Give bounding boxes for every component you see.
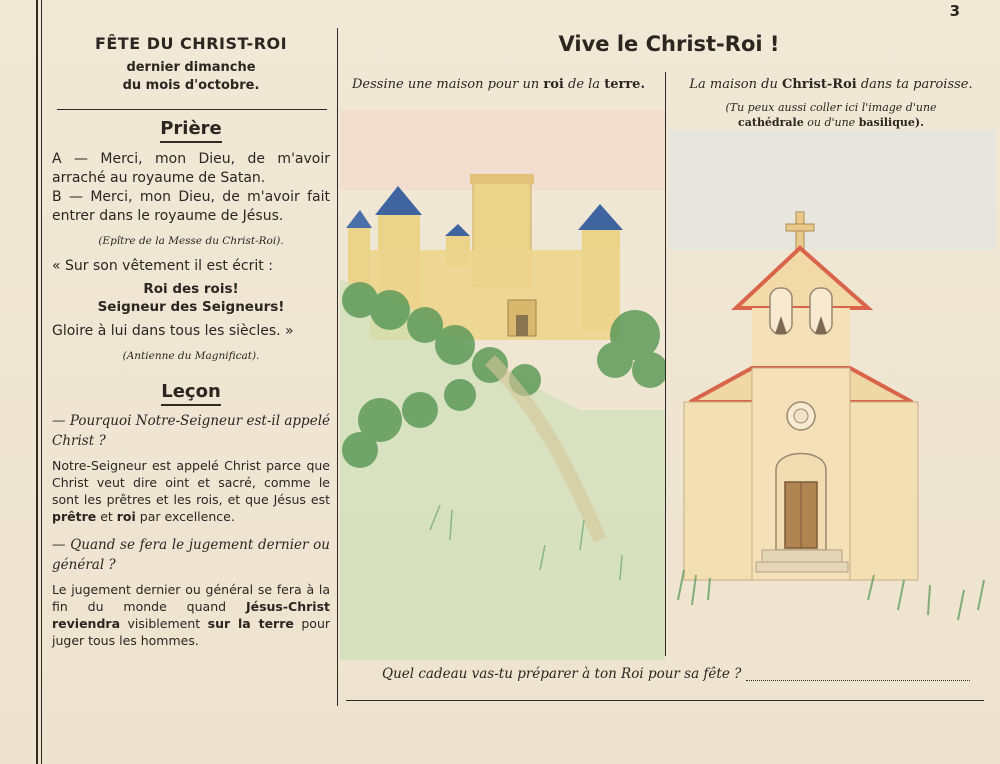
lecon-question-2: — Quand se fera le jugement dernier ou général ? [52, 537, 330, 573]
lecon-heading: Leçon [52, 382, 330, 401]
quote-intro: « Sur son vêtement il est écrit : [52, 258, 273, 274]
quote-end: Gloire à lui dans tous les siècles. » [52, 323, 294, 339]
lecon-question-1: — Pourquoi Notre-Seigneur est-il appelé Christ ? [52, 413, 330, 449]
quote-reference: (Antienne du Magnificat). [122, 350, 260, 362]
lecon-answer-1: Notre-Seigneur est appelé Christ parce que Christ veut dire oint et sacré, comme le sont les prêtres et les rois, et que Jésus est prêtre et roi par excellence. [52, 458, 330, 524]
church-instruction: La maison du Christ-Roi dans ta paroisse. [689, 77, 973, 92]
column-divider [337, 28, 338, 706]
priere-heading: Prière [52, 119, 330, 138]
left-margin-rule [36, 0, 38, 764]
lecon-answer-2: Le jugement dernier ou général se fera à la fin du monde quand Jésus-Christ reviendra visiblement sur la terre pour juger tous les hommes. [52, 582, 331, 648]
feast-subtitle [52, 59, 330, 95]
church-drawing [668, 130, 996, 650]
castle-instruction: Dessine une maison pour un roi de la terre. [352, 77, 645, 92]
answer-line[interactable] [746, 680, 970, 681]
quote-line1: Roi des rois! [143, 281, 239, 297]
gift-question: Quel cadeau vas-tu préparer à ton Roi pour sa fête ? [382, 666, 742, 682]
main-title: Vive le Christ-Roi ! [558, 32, 780, 56]
left-column [52, 28, 330, 649]
drawing-divider [665, 72, 666, 656]
feast-title: FÊTE DU CHRIST-ROI [94, 34, 288, 53]
feast-subtitle-line1: dernier dimanche [126, 60, 256, 75]
priere-a: A — Merci, mon Dieu, de m'avoir arraché au royaume de Satan. [52, 151, 330, 186]
page-number: 3 [949, 2, 960, 20]
feast-subtitle-line2: du mois d'octobre. [122, 78, 260, 93]
priere-reference: (Epître de la Messe du Christ-Roi). [98, 235, 284, 247]
castle-drawing [340, 110, 665, 660]
church-note: (Tu peux aussi coller ici l'image d'une cathédrale ou d'une basilique). [725, 101, 937, 129]
bottom-rule [346, 700, 984, 701]
left-margin-rule-2 [41, 0, 42, 764]
quote-line2: Seigneur des Seigneurs! [97, 299, 285, 315]
priere-b: B — Merci, mon Dieu, de m'avoir fait entrer dans le royaume de Jésus. [52, 189, 330, 224]
